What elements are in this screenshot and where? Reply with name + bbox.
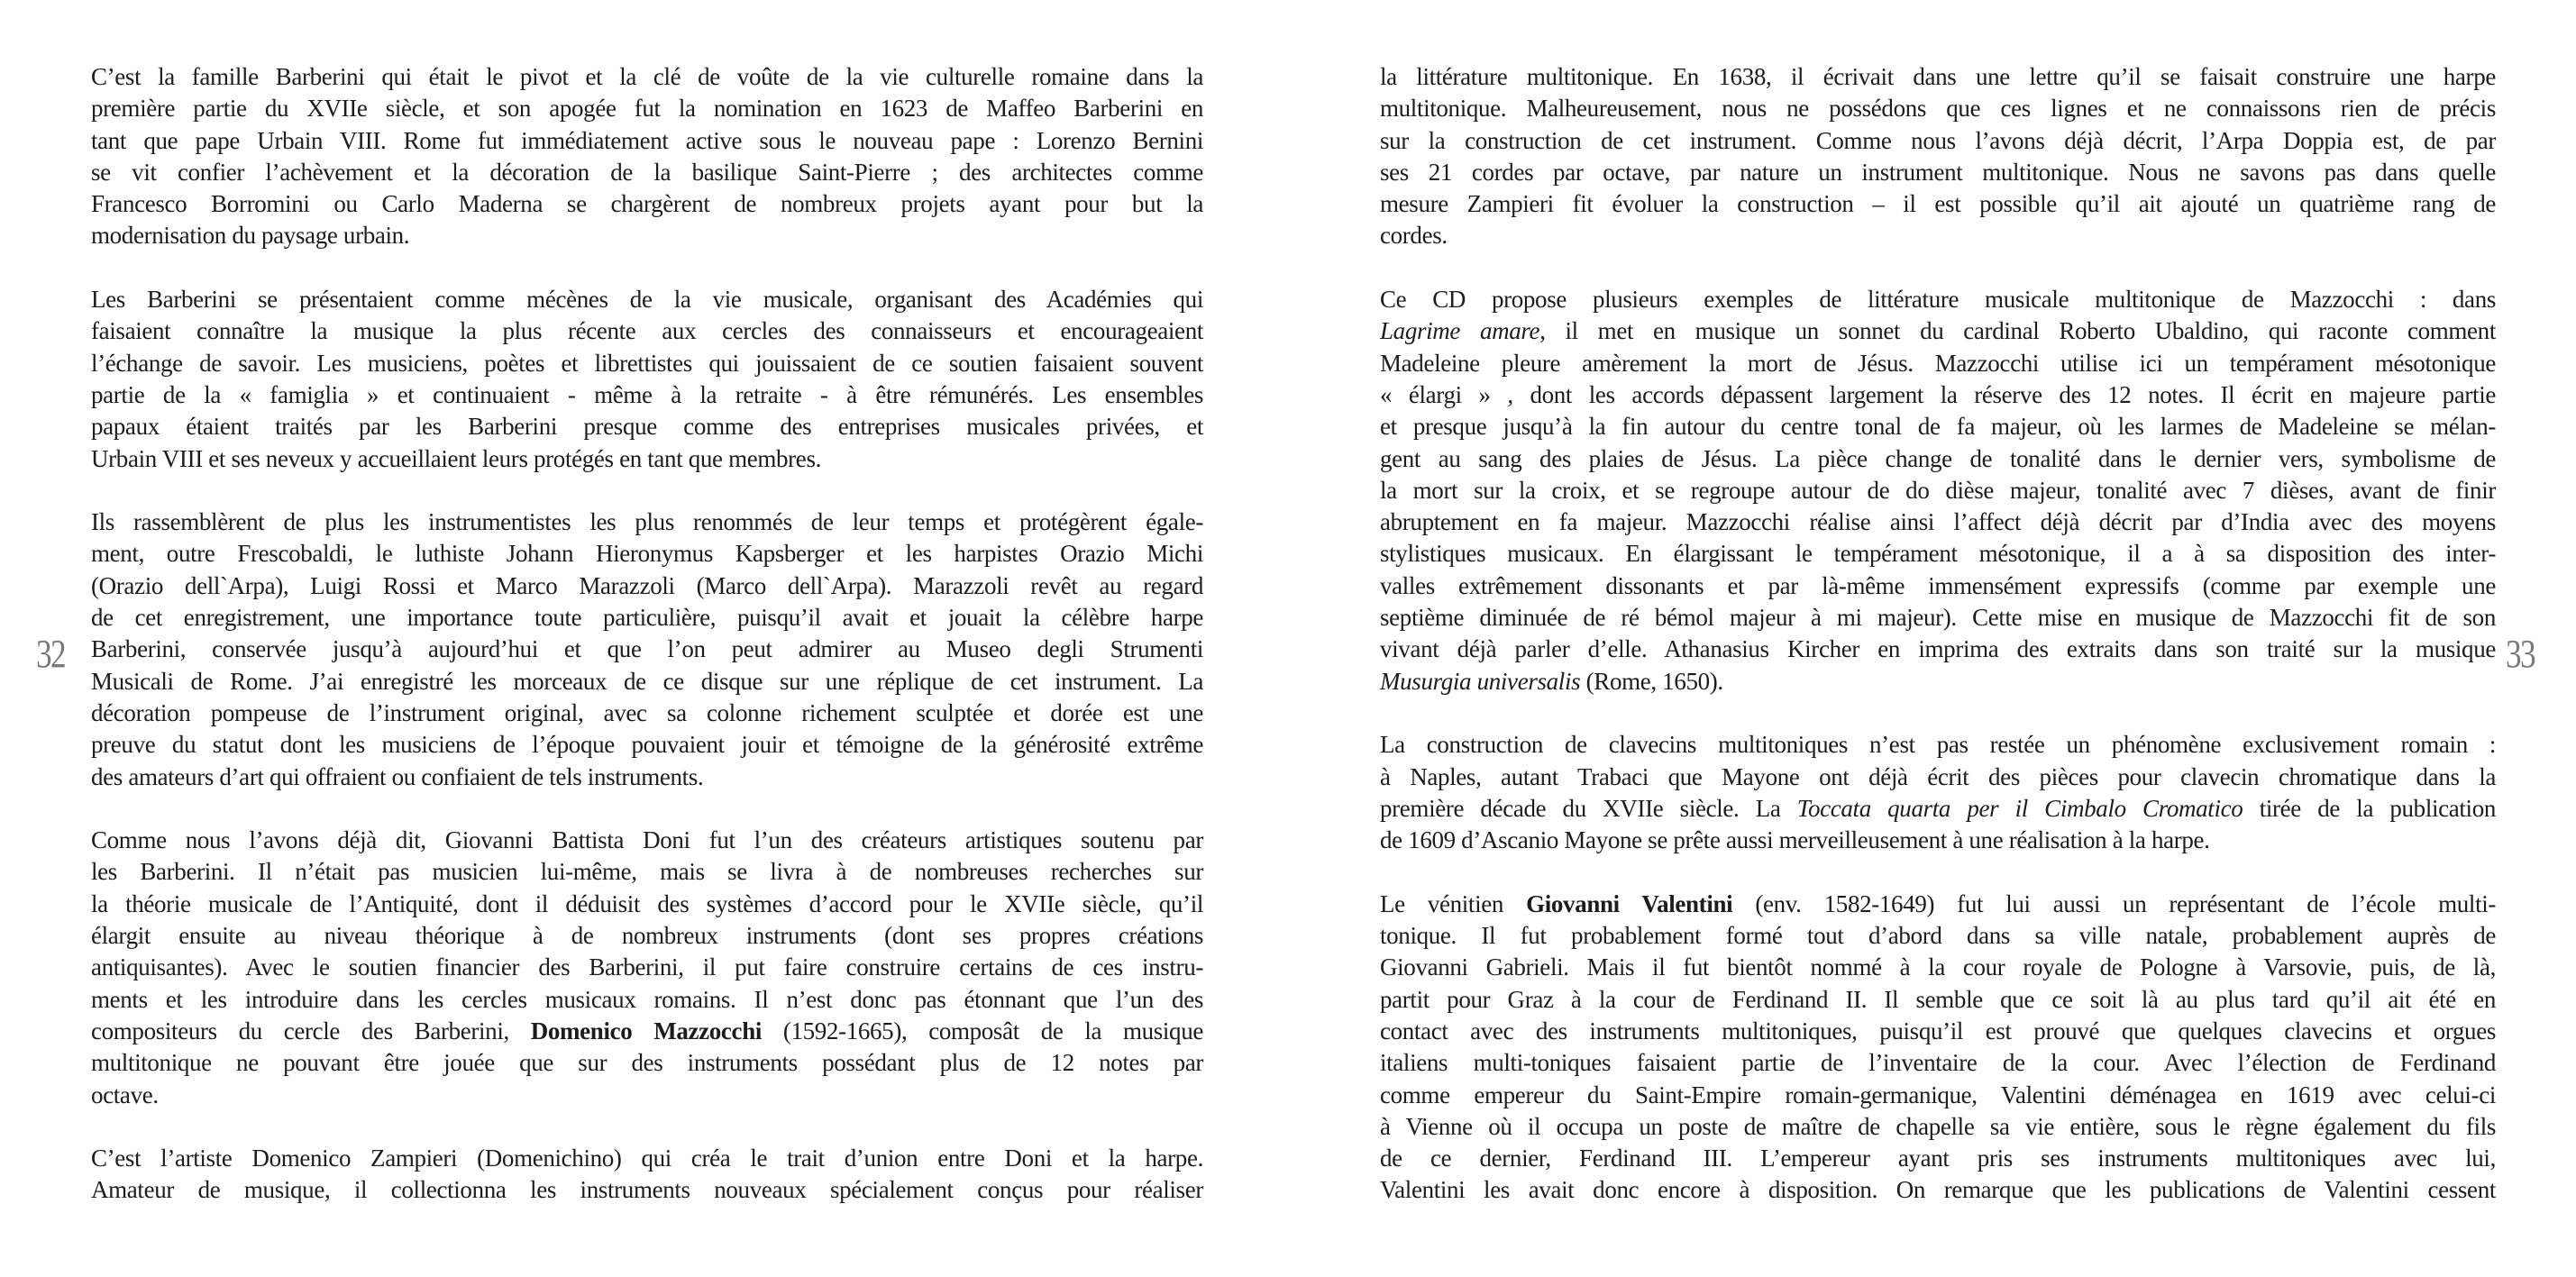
text-run: Musicali de Rome. J’ai enregistré les morceaux de ce disque sur une réplique de cet instrument. La [91,667,1203,695]
text-run: tant que pape Urbain VIII. Rome fut immédiatement active sous le nouveau pape : Lorenzo Bernini [91,126,1203,154]
text-run: à Naples, autant Trabaci que Mayone ont déjà écrit des pièces pour clavecin chromatique dans la [1380,762,2496,790]
text-run: Comme nous l’avons déjà dit, Giovanni Battista Doni fut l’un des créateurs artistiques soutenu par [91,826,1203,854]
text-line [91,920,1203,952]
text-line [1380,315,2496,347]
paragraph [91,825,1203,1111]
text-line [91,666,1203,698]
text-line [1380,1143,2496,1174]
text-line [1380,93,2496,124]
text-run: l’échange de savoir. Les musiciens, poètes et librettistes qui jouissaient de ce soutien faisaient souvent [91,349,1203,377]
text-line [1380,602,2496,634]
text-line [91,284,1203,315]
text-run: Amateur de musique, il collectionna les instruments nouveaux spécialement conçus pour réaliser [91,1176,1203,1204]
text-line [1380,1080,2496,1111]
text-run: Le vénitien [1380,889,1527,917]
text-line [1380,443,2496,475]
text-line [1380,762,2496,793]
text-run: faisaient connaître la musique la plus récente aux cercles des connaisseurs et encourageaient [91,317,1203,345]
text-line [91,93,1203,124]
page-number-right: 33 [2506,632,2535,676]
italic-title: Toccata quarta per il Cimbalo Cromatico [1796,794,2243,822]
text-line [1380,411,2496,442]
text-run: C’est l’artiste Domenico Zampieri (Domenichino) qui créa le trait d’union entre Doni et la harpe. [91,1145,1203,1172]
right-page-text [1380,61,2496,1238]
text-line [1380,793,2496,825]
text-run: (1592-1665), composât de la musique [762,1017,1203,1044]
text-run: compositeurs du cercle des Barberini, [91,1017,531,1044]
text-line [1380,1111,2496,1143]
left-page-text [91,61,1203,1238]
text-run: de cet enregistrement, une importance toute particulière, puisqu’il avait et jouait la célèbre harpe [91,604,1203,632]
text-line [1380,188,2496,220]
text-run: et presque jusqu’à la fin autour du centre tonal de fa majeur, où les larmes de Madeleine se mélan- [1380,413,2496,441]
text-run: preuve du statut dont les musiciens de l’époque pouvaient jouir et témoigne de la générosité extrême [91,731,1203,759]
text-run: papaux étaient traités par les Barberini presque comme des entreprises musicales privées, et [91,413,1203,441]
text-line [91,1174,1203,1206]
text-run: ments et les introduire dans les cercles musicaux romains. Il n’est donc pas étonnant que l’un des [91,985,1203,1013]
text-line [91,729,1203,761]
text-line [91,984,1203,1016]
text-line [1380,475,2496,506]
text-run: modernisation du paysage urbain. [91,222,410,250]
text-line [91,602,1203,634]
italic-title: Musurgia universalis [1380,667,1581,695]
text-line [91,220,1203,251]
text-run: partie de la « famiglia » et continuaient - même à la retraite - à être rémunérés. Les ensembles [91,380,1203,408]
text-line [91,1143,1203,1174]
text-run: multitonique. Malheureusement, nous ne possédons que ces lignes et ne connaissons rien de précis [1380,95,2496,123]
text-line [91,952,1203,983]
text-run: valles extrêmement dissonants et par là-même immensément expressifs (comme par exemple une [1380,571,2496,599]
text-line [1380,889,2496,920]
text-run: décoration pompeuse de l’instrument original, avec sa colonne richement sculptée et dorée est une [91,698,1203,726]
text-line [91,889,1203,920]
text-run: partit pour Graz à la cour de Ferdinand II. Il semble que ce soit là au plus tard qu’il ait été en [1380,985,2496,1013]
text-run: comme empereur du Saint-Empire romain-germanique, Valentini déménagea en 1619 avec celui-ci [1380,1081,2496,1108]
text-line [1380,825,2496,856]
text-run: la mort sur la croix, et se regroupe autour de do dièse majeur, tonalité avec 7 dièses, avant de finir [1380,476,2496,504]
text-run: (env. 1582-1649) fut lui aussi un représentant de l’école multi- [1732,889,2497,917]
bold-name: Domenico Mazzocchi [530,1017,763,1044]
text-line [91,1016,1203,1047]
paragraph [1380,729,2496,856]
text-run: Valentini les avait donc encore à disposition. On remarque que les publications de Valentini cessent [1380,1176,2496,1204]
text-run: de 1609 d’Ascanio Mayone se prête aussi merveilleusement à une réalisation à la harpe. [1380,826,2210,854]
text-run: La construction de clavecins multitoniques n’est pas restée un phénomène exclusivement romain : [1380,731,2496,759]
text-line [1380,220,2496,251]
text-line [91,411,1203,442]
text-line [91,188,1203,220]
text-run: la théorie musicale de l’Antiquité, dont il déduisit des systèmes d’accord pour le XVIIe siècle, qu’il [91,889,1203,917]
text-run: multitonique ne pouvant être jouée que sur des instruments possédant plus de 12 notes par [91,1049,1203,1077]
text-run: Francesco Borromini ou Carlo Maderna se chargèrent de nombreux projets ayant pour but la [91,190,1203,218]
text-run: contact avec des instruments multitoniques, puisqu’il est prouvé que quelques clavecins et orgues [1380,1017,2496,1044]
paragraph [91,284,1203,475]
text-run: septième diminuée de ré bémol majeur à mi majeur). Cette mise en musique de Mazzocchi fit de son [1380,604,2496,632]
text-line [1380,538,2496,570]
text-run: les Barberini. Il n’était pas musicien lui-même, mais se livra à de nombreuses recherches sur [91,858,1203,886]
text-line [91,61,1203,93]
text-run: cordes. [1380,222,1448,250]
text-run: , il met en musique un sonnet du cardinal Roberto Ubaldino, qui raconte comment [1539,317,2496,345]
text-run: sur la construction de cet instrument. Comme nous l’avons déjà décrit, l’Arpa Doppia est, de par [1380,126,2496,154]
text-run: stylistiques musicaux. En élargissant le tempérament mésotonique, il a à sa disposition des inter- [1380,540,2496,568]
text-run: ment, outre Frescobaldi, le luthiste Johann Hieronymus Kapsberger et les harpistes Orazio Michi [91,540,1203,568]
text-run: Barberini, conservée jusqu’à aujourd’hui et que l’on peut admirer au Museo degli Strumenti [91,635,1203,663]
paragraph [91,61,1203,252]
text-run: ses 21 cordes par octave, par nature un instrument multitonique. Nous ne savons pas dans quelle [1380,158,2496,186]
text-line [1380,125,2496,157]
bold-name: Giovanni Valentini [1526,889,1733,917]
text-line [91,825,1203,856]
text-run: mesure Zampieri fit évoluer la construction – il est possible qu’il ait ajouté un quatrième rang de [1380,190,2496,218]
text-run: Ils rassemblèrent de plus les instrumentistes les plus renommés de leur temps et protégèrent égale- [91,508,1203,536]
text-line [1380,634,2496,665]
text-run: Ce CD propose plusieurs exemples de littérature musicale multitonique de Mazzocchi : dans [1380,286,2496,314]
text-run: « élargi » , dont les accords dépassent largement la réserve des 12 notes. Il écrit en majeure partie [1380,380,2496,408]
text-line [1380,570,2496,602]
text-line [91,1080,1203,1111]
text-line [91,538,1203,570]
text-run: la littérature multitonique. En 1638, il écrivait dans une lettre qu’il se faisait construire une harpe [1380,63,2496,90]
text-line [1380,984,2496,1016]
text-line [1380,1016,2496,1047]
text-run: (Rome, 1650). [1580,667,1723,695]
text-run: élargit ensuite au niveau théorique à de nombreux instruments (dont ses propres créations [91,922,1203,950]
text-run: première décade du XVIIe siècle. La [1380,794,1797,822]
text-line [1380,506,2496,538]
text-line [91,762,1203,793]
text-line [91,157,1203,188]
paragraph [91,506,1203,793]
text-run: C’est la famille Barberini qui était le pivot et la clé de voûte de la vie culturelle romaine dans la [91,63,1203,90]
text-line [91,348,1203,379]
text-line [1380,952,2496,983]
text-run: Giovanni Gabrieli. Mais il fut bientôt nommé à la cour royale de Pologne à Varsovie, puis, de là, [1380,953,2496,981]
text-line [91,379,1203,411]
text-run: première partie du XVIIe siècle, et son apogée fut la nomination en 1623 de Maffeo Barberini en [91,95,1203,123]
text-line [91,634,1203,665]
page-number-left: 32 [36,632,65,676]
paragraph [91,1143,1203,1207]
text-line [91,443,1203,475]
text-line [1380,1047,2496,1079]
text-line [1380,284,2496,315]
text-run: vivant déjà parler d’elle. Athanasius Kircher en imprima des extraits dans son traité sur la musique [1380,635,2496,663]
text-line [1380,379,2496,411]
text-line [1380,157,2496,188]
text-run: des amateurs d’art qui offraient ou confiaient de tels instruments. [91,762,704,790]
paragraph [1380,284,2496,698]
text-run: tirée de la publication [2243,794,2496,822]
text-run: à Vienne où il occupa un poste de maître de chapelle sa vie entière, sous le règne également du fils [1380,1112,2496,1140]
text-line [91,125,1203,157]
text-line [1380,666,2496,698]
text-run: octave. [91,1081,159,1108]
italic-title: Lagrime amare [1380,317,1540,345]
text-run: Madeleine pleure amèrement la mort de Jésus. Mazzocchi utilise ici un tempérament mésotonique [1380,349,2496,377]
text-line [91,856,1203,888]
text-line [91,506,1203,538]
text-run: abruptement en fa majeur. Mazzocchi réalise ainsi l’affect déjà décrit par d’India avec des moyens [1380,508,2496,536]
text-line [1380,348,2496,379]
text-run: Les Barberini se présentaient comme mécènes de la vie musicale, organisant des Académies qui [91,286,1203,314]
text-run: (Orazio dell`Arpa), Luigi Rossi et Marco Marazzoli (Marco dell`Arpa). Marazzoli revêt au regard [91,571,1203,599]
text-line [1380,729,2496,761]
text-run: se vit confier l’achèvement et la décoration de la basilique Saint-Pierre ; des architectes comme [91,158,1203,186]
text-line [91,1047,1203,1079]
text-run: Urbain VIII et ses neveux y accueillaient leurs protégés en tant que membres. [91,444,821,472]
text-line [91,315,1203,347]
text-run: antiquisantes). Avec le soutien financier des Barberini, il put faire construire certains de ces instru- [91,953,1203,981]
text-line [1380,61,2496,93]
text-run: gent au sang des plaies de Jésus. La pièce change de tonalité dans le dernier vers, symbolisme de [1380,444,2496,472]
paragraph [1380,61,2496,252]
text-line [91,698,1203,729]
paragraph [1380,889,2496,1207]
text-line [1380,920,2496,952]
text-run: de ce dernier, Ferdinand III. L’empereur ayant pris ses instruments multitoniques avec lui, [1380,1145,2496,1172]
text-run: italiens multi-toniques faisaient partie de l’inventaire de la cour. Avec l’élection de Ferdinand [1380,1049,2496,1077]
text-line [91,570,1203,602]
text-run: tonique. Il fut probablement formé tout d’abord dans sa ville natale, probablement auprès de [1380,922,2496,950]
text-line [1380,1174,2496,1206]
